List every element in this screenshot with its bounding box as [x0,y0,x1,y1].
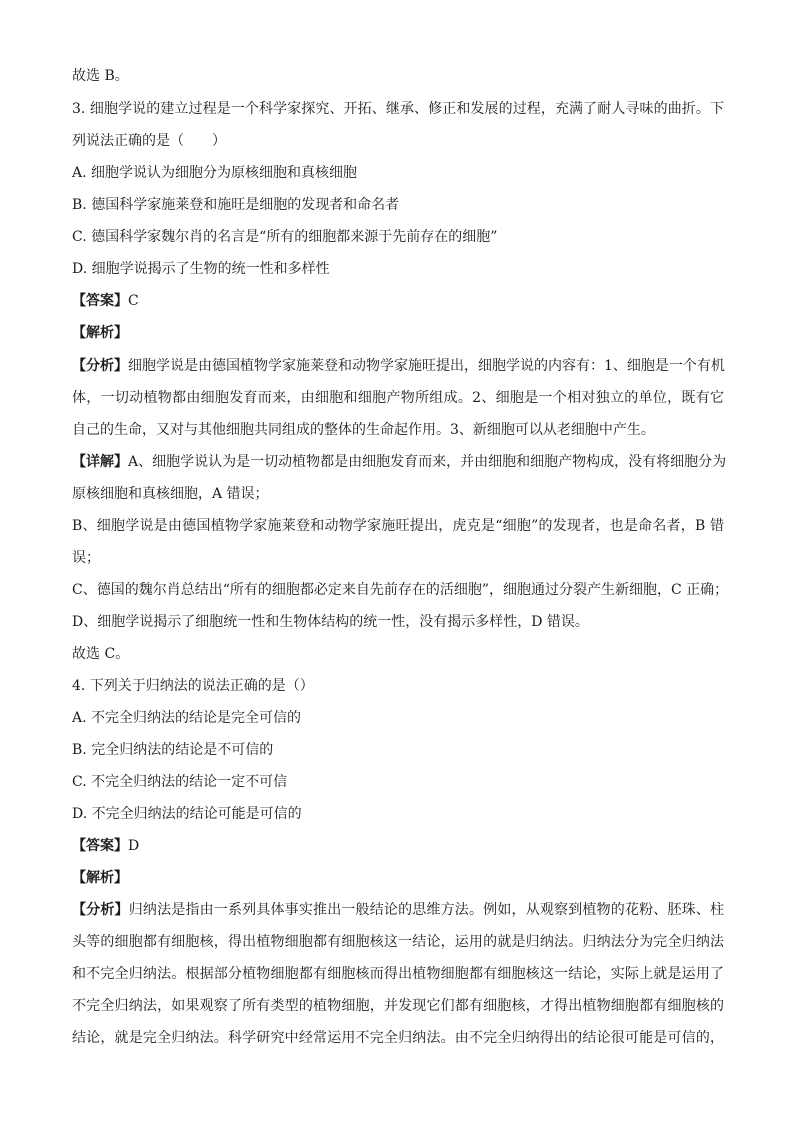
question-3-stem: 3. 细胞学说的建立过程是一个科学家探究、开拓、继承、修正和发展的过程，充满了耐人寻味的曲折。下 [72,101,724,117]
detail-tag: 【详解】 [72,454,128,470]
question-3-option-c: C. 德国科学家魏尔肖的名言是“所有的细胞都来源于先前存在的细胞” [72,229,498,245]
question-3-stem-cont: 列说法正确的是（ ） [72,133,226,149]
analysis-line: 自己的生命，又对与其他细胞共同组成的整体的生命起作用。3、新细胞可以从老细胞中产生。 [72,422,655,438]
detail-line: D、细胞学说揭示了细胞统一性和生物体结构的统一性，没有揭示多样性，D 错误。 [72,614,589,630]
question-4-stem: 4. 下列关于归纳法的说法正确的是（） [72,678,314,694]
question-3-option-d: D. 细胞学说揭示了生物的统一性和多样性 [72,261,330,277]
question-3-option-b: B. 德国科学家施莱登和施旺是细胞的发现者和命名者 [72,197,400,213]
answer-tag: 【答案】 [72,293,128,309]
analysis-sub-tag: 【分析】 [72,358,128,374]
analysis-line: 【分析】细胞学说是由德国植物学家施莱登和动物学家施旺提出，细胞学说的内容有：1、细胞是一个有机 [72,358,725,374]
detail-line: 【详解】A、细胞学说认为是一切动植物都是由细胞发育而来，并由细胞和细胞产物构成，没有将细胞分为 [72,454,727,470]
detail-line: 原核细胞和真核细胞，A 错误； [72,486,269,502]
analysis-line: 【分析】归纳法是指由一系列具体事实推出一般结论的思维方法。例如，从观察到植物的花粉、胚珠、柱 [72,902,725,918]
detail-line: 误； [72,550,100,566]
analysis-sub-tag: 【分析】 [72,902,129,918]
detail-line: C、德国的魏尔肖总结出“所有的细胞都必定来自先前存在的活细胞”，细胞通过分裂产生新细胞，C 正确； [72,582,729,598]
analysis-tag: 【解析】 [72,325,128,341]
question-4-option-d: D. 不完全归纳法的结论可能是可信的 [72,806,302,822]
text-line: 故选 C。 [72,646,130,662]
analysis-tag: 【解析】 [72,870,128,886]
answer-line: 【答案】C [72,293,139,309]
analysis-line: 头等的细胞都有细胞核，得出植物细胞都有细胞核这一结论，运用的就是归纳法。归纳法分为完全归纳法 [72,934,724,950]
analysis-line: 不完全归纳法，如果观察了所有类型的植物细胞，并发现它们都有细胞核，才得出植物细胞都有细胞核的 [72,998,724,1014]
question-4-option-a: A. 不完全归纳法的结论是完全可信的 [72,710,302,726]
answer-tag: 【答案】 [72,838,128,854]
question-4-option-c: C. 不完全归纳法的结论一定不可信 [72,774,288,790]
analysis-heading [72,869,724,887]
question-3-option-a: A. 细胞学说认为细胞分为原核细胞和真核细胞 [72,165,358,181]
analysis-line: 结论，就是完全归纳法。科学研究中经常运用不完全归纳法。由不完全归纳得出的结论很可能是可信的， [72,1030,724,1046]
detail-line: B、细胞学说是由德国植物学家施莱登和动物学家施旺提出，虎克是“细胞”的发现者，也是命名者，B 错 [72,518,724,534]
question-4-option-b: B. 完全归纳法的结论是不可信的 [72,742,274,758]
text-line: 故选 B。 [72,68,129,84]
answer-line: 【答案】D [72,838,140,854]
analysis-line: 体，一切动植物都由细胞发育而来，由细胞和细胞产物所组成。2、细胞是一个相对独立的单位，既有它 [72,390,724,406]
analysis-heading [72,324,724,342]
analysis-line: 和不完全归纳法。根据部分植物细胞都有细胞核而得出植物细胞都有细胞核这一结论，实际上就是运用了 [72,966,724,982]
